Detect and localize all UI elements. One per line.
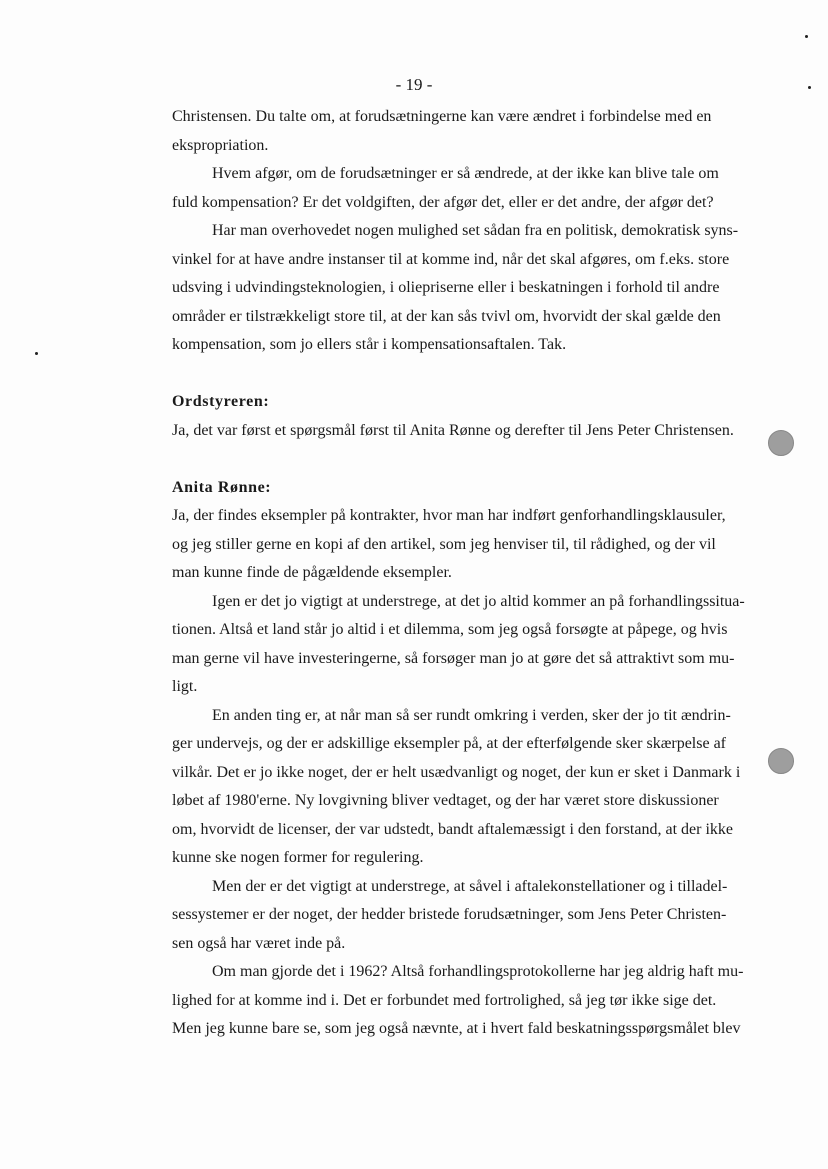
scan-speck	[805, 35, 808, 38]
text-line: om, hvorvidt de licenser, der var udstedt, bandt aftalemæssigt i den forstand, at der ikke	[172, 820, 733, 838]
text-line: ekspropriation.	[172, 136, 269, 154]
text-line: Christensen. Du talte om, at forudsætningerne kan være ændret i forbindelse med en	[172, 108, 712, 125]
document-body	[172, 103, 772, 1044]
text-line: Ja, der findes eksempler på kontrakter, hvor man har indført genforhandlingsklausuler,	[172, 507, 726, 524]
punch-hole-mark	[768, 430, 794, 456]
punch-hole-mark	[768, 748, 794, 774]
text-line: tionen. Altså et land står jo altid i et dilemma, som jeg også forsøgte at påpege, og hvis	[172, 621, 728, 638]
text-line: Igen er det jo vigtigt at understrege, at det jo altid kommer an på forhandlingssitua-	[212, 592, 745, 610]
text-line: vilkår. Det er jo ikke noget, der er helt usædvanligt og noget, der kun er sket i Danmark i	[172, 763, 741, 781]
text-line: Ja, det var først et spørgsmål først til Anita Rønne og derefter til Jens Peter Christensen.	[172, 421, 734, 439]
text-line: sessystemer er der noget, der hedder bristede forudsætninger, som Jens Peter Christen-	[172, 906, 727, 923]
text-line: En anden ting er, at når man så ser rundt omkring i verden, sker der jo tit ændrin-	[212, 706, 731, 724]
text-line: Men jeg kunne bare se, som jeg også nævnte, at i hvert fald beskatningsspørgsmålet blev	[172, 1020, 741, 1037]
text-line: ger undervejs, og der er adskillige eksempler på, at der efterfølgende sker skærpelse af	[172, 735, 726, 752]
text-line: lighed for at komme ind i. Det er forbundet med fortrolighed, så jeg tør ikke sige det.	[172, 991, 717, 1009]
text-line: Men der er det vigtigt at understrege, at såvel i aftalekonstellationer og i tilladel-	[212, 877, 728, 895]
text-line: kunne ske nogen former for regulering.	[172, 849, 424, 866]
text-line: udsving i udvindingsteknologien, i oliepriserne eller i beskatningen i forhold til andre	[172, 279, 720, 296]
text-line: Om man gjorde det i 1962? Altså forhandlingsprotokollerne har jeg aldrig haft mu-	[212, 963, 744, 980]
text-line: kompensation, som jo ellers står i kompensationsaftalen. Tak.	[172, 336, 567, 353]
text-line: fuld kompensation? Er det voldgiften, der afgør det, eller er det andre, der afgør det?	[172, 193, 714, 211]
text-line: vinkel for at have andre instanser til at komme ind, når det skal afgøres, om f.eks. store	[172, 250, 730, 268]
text-line: Hvem afgør, om de forudsætninger er så ændrede, at der ikke kan blive tale om	[212, 165, 719, 182]
text-line: sen også har været inde på.	[172, 934, 346, 952]
scan-speck	[808, 86, 811, 89]
scan-speck	[35, 352, 38, 355]
speaker-heading: Ordstyreren:	[172, 393, 270, 410]
text-line: løbet af 1980'erne. Ny lovgivning bliver vedtaget, og der har været store diskussioner	[172, 792, 719, 809]
text-line: områder er tilstrækkeligt store til, at der kan sås tvivl om, hvorvidt der skal gælde den	[172, 307, 721, 325]
text-line: man gerne vil have investeringerne, så forsøger man jo at gøre det så attraktivt som mu-	[172, 649, 735, 667]
speaker-heading: Anita Rønne:	[172, 478, 272, 496]
paragraph-gap	[172, 445, 772, 474]
page-number: - 19 -	[395, 75, 433, 94]
text-line: Har man overhovedet nogen mulighed set sådan fra en politisk, demokratisk syns-	[212, 222, 739, 239]
text-line: ligt.	[172, 678, 198, 695]
paragraph-gap	[172, 360, 772, 389]
text-line: og jeg stiller gerne en kopi af den artikel, som jeg henviser til, til rådighed, og der vil	[172, 535, 716, 553]
text-line: man kunne finde de pågældende eksempler.	[172, 564, 452, 581]
